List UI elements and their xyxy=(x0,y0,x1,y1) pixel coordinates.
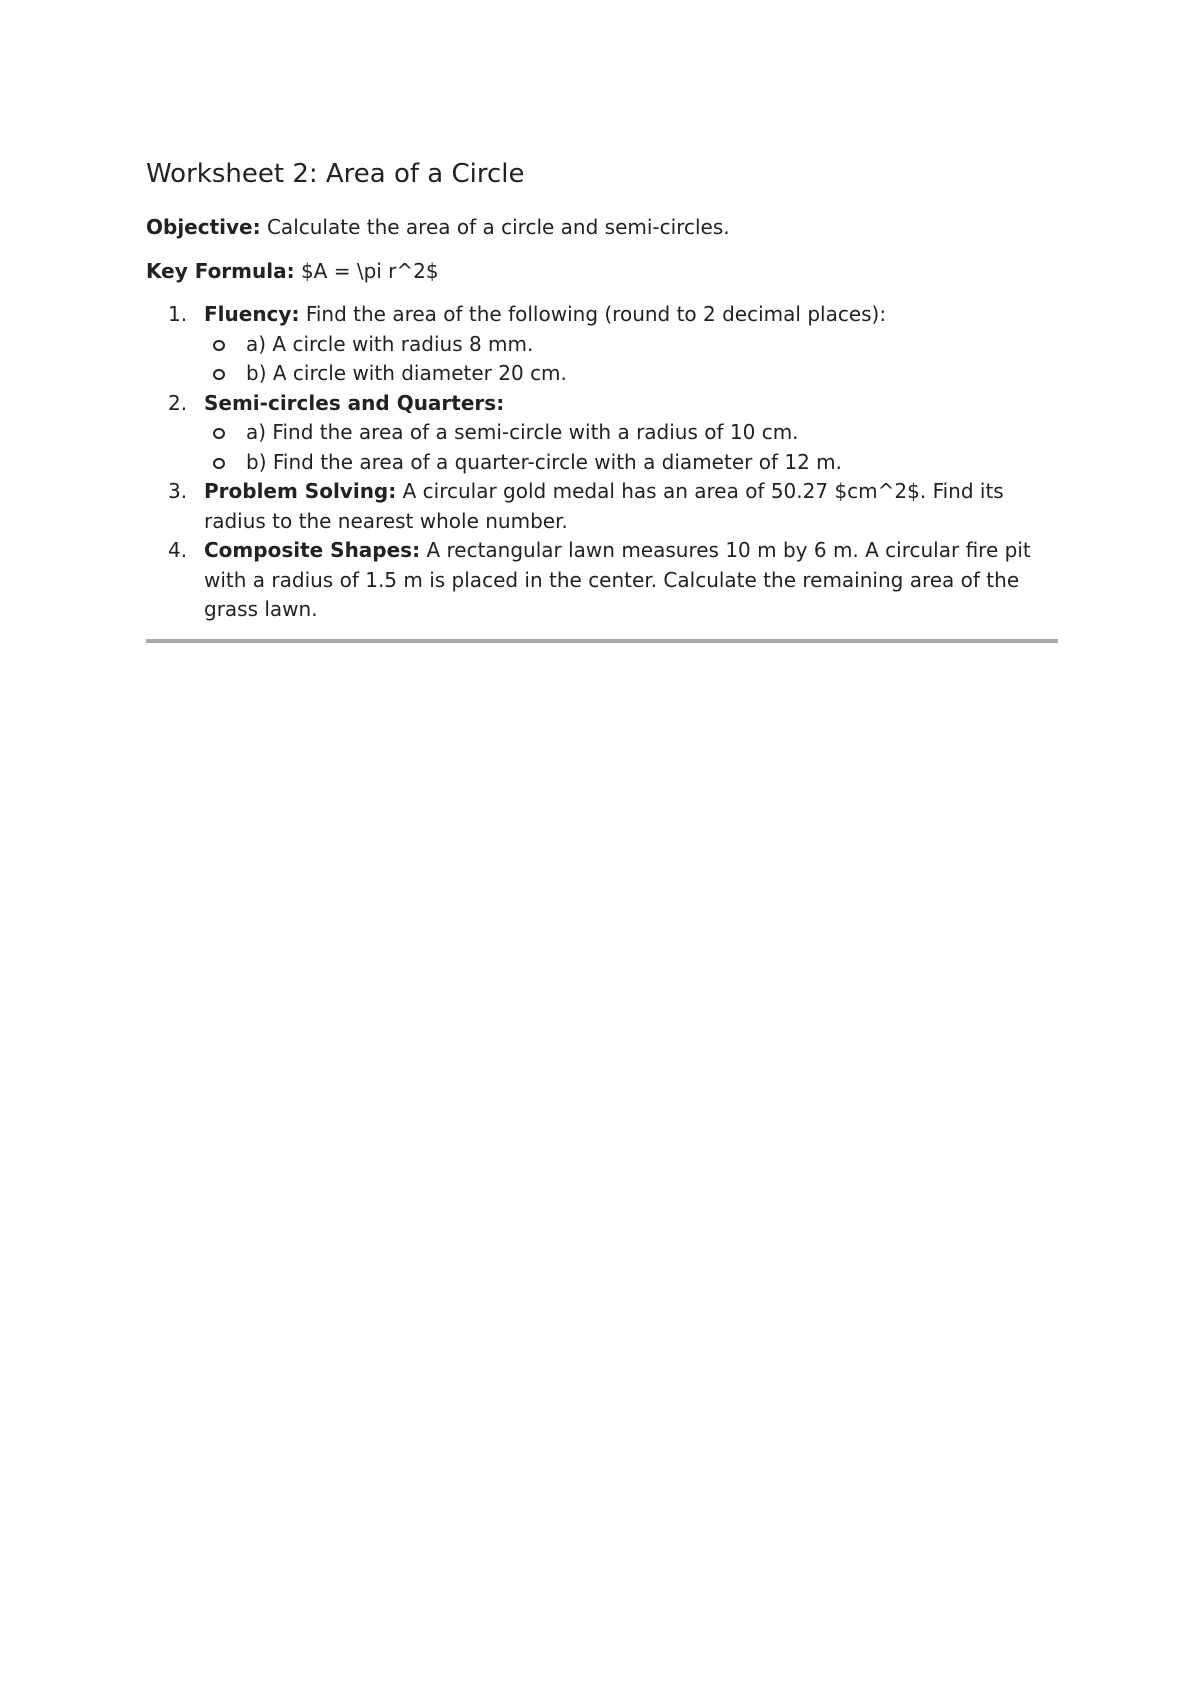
question-label: Composite Shapes: xyxy=(204,538,421,562)
hollow-circle-bullet-icon xyxy=(213,340,225,351)
sub-question-item xyxy=(204,359,1058,389)
formula-label: Key Formula: xyxy=(146,259,295,283)
objective-label: Objective: xyxy=(146,215,261,239)
formula-paragraph xyxy=(146,256,1058,286)
question-text: Find the area of the following (round to 2 decimal places): xyxy=(305,302,887,326)
question-number: 2. xyxy=(168,390,188,415)
question-text: A rectangular lawn measures 10 m by 6 m. A circular fire pit with a radius of 1.5 m is placed in the center. Calculate the remaining area of the grass lawn. xyxy=(204,538,1031,621)
sub-question-list xyxy=(204,330,1058,389)
question-label: Semi-circles and Quarters: xyxy=(204,390,505,415)
worksheet-page xyxy=(146,154,1058,643)
hollow-circle-bullet-icon xyxy=(213,428,225,439)
sub-question-item xyxy=(204,448,1058,478)
question-item-1 xyxy=(146,300,1058,389)
objective-text: Calculate the area of a circle and semi-circles. xyxy=(266,215,730,239)
question-label: Fluency: xyxy=(204,302,300,326)
question-item-3 xyxy=(146,477,1058,536)
sub-question-item xyxy=(204,418,1058,448)
sub-question-text: a) A circle with radius 8 mm. xyxy=(246,331,534,356)
question-number: 1. xyxy=(168,302,188,326)
question-item-4 xyxy=(146,536,1058,625)
objective-paragraph xyxy=(146,212,1058,242)
question-item-2 xyxy=(146,389,1058,478)
sub-question-text: b) A circle with diameter 20 cm. xyxy=(246,361,567,385)
sub-question-item xyxy=(204,330,1058,360)
page-title: Worksheet 2: Area of a Circle xyxy=(146,159,525,189)
sub-question-text: a) Find the area of a semi-circle with a radius of 10 cm. xyxy=(246,420,799,444)
question-number: 3. xyxy=(168,479,188,503)
question-list xyxy=(146,300,1058,625)
formula-text: $A = \pi r^2$ xyxy=(300,259,439,283)
horizontal-divider xyxy=(146,639,1058,643)
sub-question-text: b) Find the area of a quarter-circle with a diameter of 12 m. xyxy=(246,449,842,474)
hollow-circle-bullet-icon xyxy=(213,458,225,469)
sub-question-list xyxy=(204,418,1058,477)
question-text: A circular gold medal has an area of 50.27 $cm^2$. Find its radius to the nearest whole number. xyxy=(204,479,1004,533)
hollow-circle-bullet-icon xyxy=(213,369,225,380)
question-number: 4. xyxy=(168,538,188,562)
question-label: Problem Solving: xyxy=(204,479,397,503)
